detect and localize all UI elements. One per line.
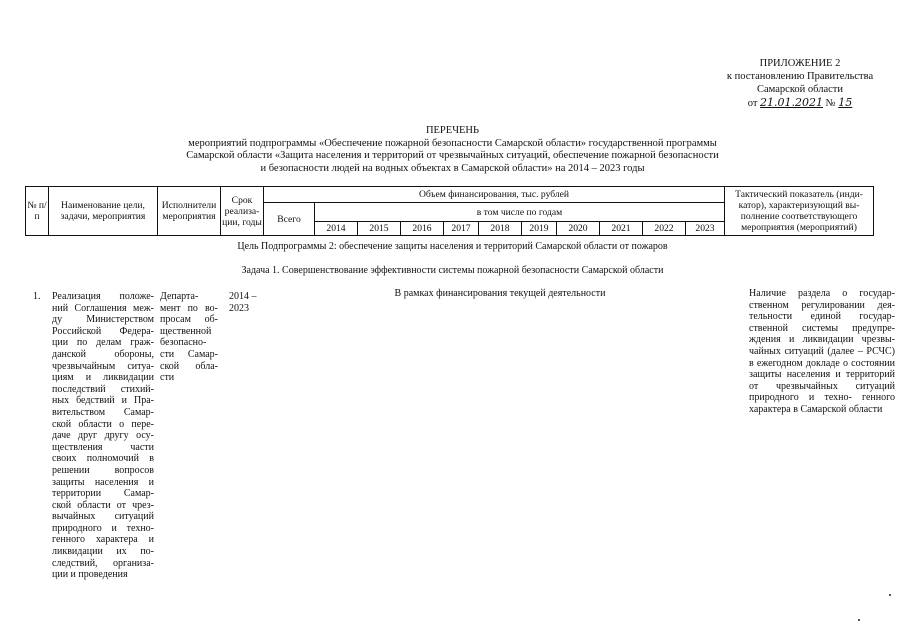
title-line2: Самарской области «Защита населения и территорий от чрезвычайных ситуаций, обеспечение пожарной безопасности <box>186 150 719 161</box>
header-year-2023: 2023 <box>686 222 725 236</box>
row-number: 1. <box>33 291 41 302</box>
row-indicator: Наличие раздела о государ- ственном регулировании дея- тельности единой государ- ственной системы предупре- ждения и ликвидации чрезвы- чайных ситуаций (далее – РСЧС) в ежегодном докладе о состоянии защиты населения и территорий от чрезвычайных ситуаций природного и техно- генного характера в Самарской области <box>749 288 895 415</box>
number-prefix: № <box>825 98 836 109</box>
row-activity-name: Реализация положе- ний Соглашения меж- ду Министерством Российской Федера- ции по делам граж- данской обороны, чрезвычайным ситуа- циям и ликвидации последствий стихий- ных бедствий и Пра- вительством Самар- ской области о пере- даче друг другу осу- ществления части своих полномочий в решении вопросов защиты населения и территории Самар- ской области от чрез- вычайных ситуаций природного и техно- генного характера и ликвидации их по- следствий, организа- ции и проведения <box>52 291 154 581</box>
header-name: Наименование цели, задачи, мероприятия <box>49 187 158 236</box>
header-year-2019: 2019 <box>522 222 557 236</box>
goal-line: Цель Подпрограммы 2: обеспечение защиты населения и территорий Самарской области от пожаров <box>237 241 668 252</box>
appendix-title: ПРИЛОЖЕНИЕ 2 <box>759 58 841 69</box>
date-prefix: от <box>747 98 758 109</box>
appendix-line3: Самарской области <box>757 84 843 95</box>
appendix-line2: к постановлению Правительства <box>726 71 874 82</box>
header-year-2021: 2021 <box>600 222 643 236</box>
header-indicator: Тактический показатель (инди- катор), характеризующий вы- полнение соответствующего мероприятия (мероприятий) <box>725 187 874 236</box>
header-period: Срок реализа- ции, годы <box>221 187 264 236</box>
document-title <box>0 125 905 175</box>
header-year-2020: 2020 <box>557 222 600 236</box>
header-executors: Исполнители мероприятия <box>158 187 221 236</box>
header-num: № п/п <box>26 187 49 236</box>
scan-speck <box>889 594 891 596</box>
header-year-2018: 2018 <box>479 222 522 236</box>
header-year-2015: 2015 <box>358 222 401 236</box>
row-executor: Департа- мент по во- просам об- щественной безопасно- сти Самар- ской обла- сти <box>160 291 218 384</box>
header-year-2014: 2014 <box>315 222 358 236</box>
appendix-block <box>700 57 900 110</box>
header-year-2017: 2017 <box>444 222 479 236</box>
header-by-years: в том числе по годам <box>315 203 725 222</box>
header-year-2016: 2016 <box>401 222 444 236</box>
title-line3: и безопасности людей на водных объектах в Самарской области» на 2014 – 2023 годы <box>260 162 645 174</box>
header-year-2022: 2022 <box>643 222 686 236</box>
title-heading: ПЕРЕЧЕНЬ <box>425 125 480 136</box>
title-line1: мероприятий подпрограммы «Обеспечение пожарной безопасности Самарской области» государственной программы <box>188 137 717 149</box>
header-funding: Объем финансирования, тыс. рублей <box>264 187 725 203</box>
scan-speck <box>858 619 860 621</box>
appendix-date-line <box>700 96 900 110</box>
handwritten-number: 15 <box>838 96 853 109</box>
row-period: 2014 – 2023 <box>229 291 257 314</box>
table-header <box>25 186 874 236</box>
row-funding: В рамках финансирования текущей деятельности <box>394 288 606 299</box>
handwritten-date: 21.01.2021 <box>760 96 824 109</box>
header-total: Всего <box>264 203 315 236</box>
task-line: Задача 1. Совершенствование эффективности системы пожарной безопасности Самарской области <box>241 265 664 276</box>
